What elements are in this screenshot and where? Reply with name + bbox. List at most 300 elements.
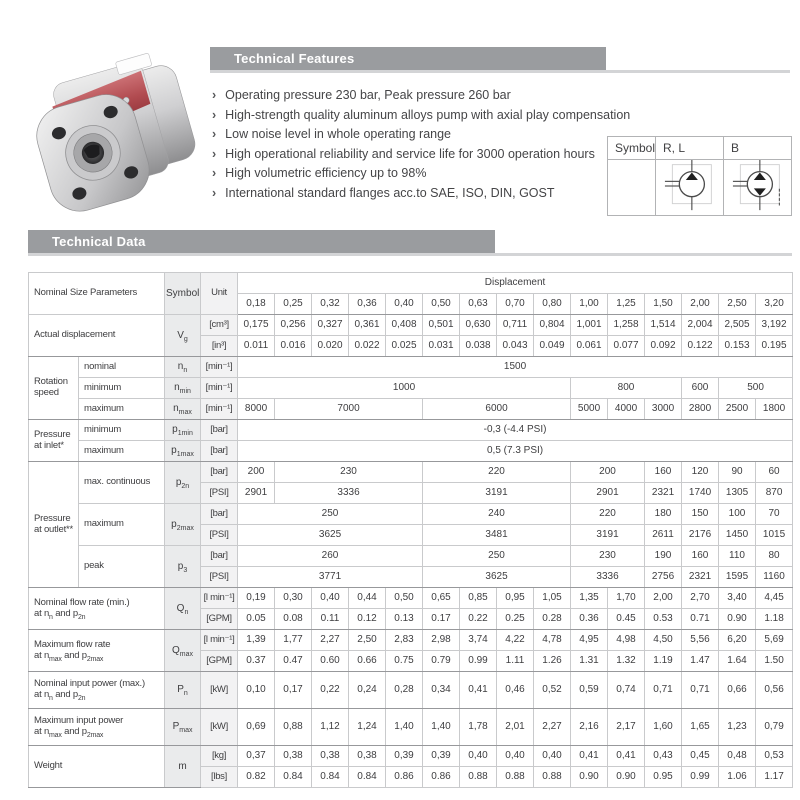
- value-cell: 1,40: [386, 709, 423, 746]
- value-cell: 6,20: [719, 630, 756, 651]
- value-cell: 80: [756, 546, 793, 567]
- value-cell: 0.092: [645, 336, 682, 357]
- symbol-cell: $Q_{max}$: [165, 630, 201, 672]
- value-cell: 0.53: [645, 609, 682, 630]
- size-header: 0,25: [275, 294, 312, 315]
- value-cell: 250: [238, 504, 423, 525]
- size-header: 2,50: [719, 294, 756, 315]
- symbol-cell: $P_{max}$: [165, 709, 201, 746]
- value-cell: 0.86: [423, 767, 460, 788]
- value-cell: 2901: [571, 483, 645, 504]
- value-cell: 2,004: [682, 315, 719, 336]
- sub-param-cell: minimum: [79, 378, 165, 399]
- value-cell: 0.043: [497, 336, 534, 357]
- value-cell: 0,38: [275, 746, 312, 767]
- value-cell: 0.45: [608, 609, 645, 630]
- value-cell: 0.95: [645, 767, 682, 788]
- feature-text: Low noise level in whole operating range: [225, 127, 452, 141]
- param-cell: Pressure at inlet*: [29, 420, 79, 462]
- value-cell: 230: [275, 462, 423, 483]
- value-cell: 0,501: [423, 315, 460, 336]
- param-cell: Maximum input power at $n_{max}$ and $p_{2max}$: [29, 709, 165, 746]
- symbol-cell: m: [165, 746, 201, 788]
- value-cell: 70: [756, 504, 793, 525]
- value-cell: 150: [682, 504, 719, 525]
- value-cell: 0.11: [312, 609, 349, 630]
- symbol-cell: $p_3$: [165, 546, 201, 588]
- value-cell: 1.31: [571, 651, 608, 672]
- value-cell: 0,39: [423, 746, 460, 767]
- value-cell: 160: [645, 462, 682, 483]
- value-cell: 0.28: [534, 609, 571, 630]
- symbol-column-header: Symbol: [165, 273, 201, 315]
- pump-symbol-b-icon: [724, 160, 792, 216]
- value-cell: 1,40: [423, 709, 460, 746]
- value-cell: 3,40: [719, 588, 756, 609]
- value-cell: 0,408: [386, 315, 423, 336]
- sub-param-cell: minimum: [79, 420, 165, 441]
- value-cell: 2,17: [608, 709, 645, 746]
- value-cell: 0.17: [423, 609, 460, 630]
- size-header: 1,25: [608, 294, 645, 315]
- feature-text: High volumetric efficiency up to 98%: [225, 166, 427, 180]
- unit-cell: [l min⁻¹]: [201, 588, 238, 609]
- value-cell: 0.84: [275, 767, 312, 788]
- value-cell: 0,39: [386, 746, 423, 767]
- value-cell: 4,95: [571, 630, 608, 651]
- value-cell: 5,69: [756, 630, 793, 651]
- value-cell: 2500: [719, 399, 756, 420]
- value-cell: 0,71: [645, 672, 682, 709]
- value-cell: 0,22: [312, 672, 349, 709]
- value-cell: 3336: [275, 483, 423, 504]
- value-cell: 0.038: [460, 336, 497, 357]
- value-cell: 0,59: [571, 672, 608, 709]
- value-cell: 260: [238, 546, 423, 567]
- sub-param-cell: nominal: [79, 357, 165, 378]
- value-cell: 0.153: [719, 336, 756, 357]
- value-cell: 0.60: [312, 651, 349, 672]
- value-cell: 200: [238, 462, 275, 483]
- value-cell: 0,40: [534, 746, 571, 767]
- value-cell: 1.19: [645, 651, 682, 672]
- value-cell: 0.061: [571, 336, 608, 357]
- value-cell: 0,41: [571, 746, 608, 767]
- value-cell: 8000: [238, 399, 275, 420]
- value-cell: 0,71: [682, 672, 719, 709]
- symbol-b-header: B: [724, 137, 792, 160]
- value-cell: 1,12: [312, 709, 349, 746]
- value-cell: 5000: [571, 399, 608, 420]
- value-cell: 90: [719, 462, 756, 483]
- value-cell: 0.75: [386, 651, 423, 672]
- value-cell: 0.37: [238, 651, 275, 672]
- size-header: 0,80: [534, 294, 571, 315]
- unit-cell: [kg]: [201, 746, 238, 767]
- value-cell: 0.25: [497, 609, 534, 630]
- value-cell: 230: [571, 546, 645, 567]
- value-cell: 2,98: [423, 630, 460, 651]
- value-cell: 0,175: [238, 315, 275, 336]
- value-cell: 100: [719, 504, 756, 525]
- value-cell: 0.84: [312, 767, 349, 788]
- sub-param-cell: maximum: [79, 399, 165, 420]
- symbol-cell: $p_{1max}$: [165, 441, 201, 462]
- size-header: 0,36: [349, 294, 386, 315]
- value-cell: 5,56: [682, 630, 719, 651]
- value-cell: 0,50: [386, 588, 423, 609]
- unit-cell: [lbs]: [201, 767, 238, 788]
- value-cell: 0,65: [423, 588, 460, 609]
- technical-data-header: Technical Data: [28, 230, 495, 253]
- value-cell: 0.05: [238, 609, 275, 630]
- value-cell: 1500: [238, 357, 793, 378]
- value-cell: 2,27: [312, 630, 349, 651]
- value-cell: 0.88: [460, 767, 497, 788]
- unit-cell: [PSI]: [201, 567, 238, 588]
- size-header: 1,50: [645, 294, 682, 315]
- value-cell: 2321: [645, 483, 682, 504]
- sub-param-cell: maximum: [79, 441, 165, 462]
- value-cell: 180: [645, 504, 682, 525]
- bullet-icon: ›: [212, 107, 217, 122]
- value-cell: 3191: [571, 525, 645, 546]
- displacement-header: Displacement: [238, 273, 793, 294]
- value-cell: 0.022: [349, 336, 386, 357]
- value-cell: 0.86: [386, 767, 423, 788]
- value-cell: 2611: [645, 525, 682, 546]
- symbol-cell: $n_{min}$: [165, 378, 201, 399]
- size-header: 0,18: [238, 294, 275, 315]
- value-cell: 0.88: [497, 767, 534, 788]
- value-cell: 0.016: [275, 336, 312, 357]
- value-cell: 6000: [423, 399, 571, 420]
- value-cell: 0,804: [534, 315, 571, 336]
- symbol-cell: $p_{2max}$: [165, 504, 201, 546]
- unit-cell: [cm³]: [201, 315, 238, 336]
- bullet-icon: ›: [212, 166, 217, 180]
- unit-cell: [PSI]: [201, 483, 238, 504]
- value-cell: 2,01: [497, 709, 534, 746]
- value-cell: 0,88: [275, 709, 312, 746]
- value-cell: 0,5 (7.3 PSI): [238, 441, 793, 462]
- value-cell: 190: [645, 546, 682, 567]
- value-cell: 3771: [238, 567, 423, 588]
- value-cell: 0,19: [238, 588, 275, 609]
- value-cell: 60: [756, 462, 793, 483]
- value-cell: 1,78: [460, 709, 497, 746]
- value-cell: 240: [423, 504, 571, 525]
- feature-item: [212, 89, 787, 102]
- unit-cell: [kW]: [201, 709, 238, 746]
- symbol-col-header: Symbol: [608, 137, 656, 160]
- product-image: [14, 40, 206, 216]
- value-cell: 1,77: [275, 630, 312, 651]
- value-cell: 0,41: [460, 672, 497, 709]
- feature-text: Operating pressure 230 bar, Peak pressure 260 bar: [225, 88, 511, 102]
- value-cell: 1595: [719, 567, 756, 588]
- value-cell: 0.88: [534, 767, 571, 788]
- value-cell: 0.031: [423, 336, 460, 357]
- value-cell: 1,65: [682, 709, 719, 746]
- unit-cell: [GPM]: [201, 651, 238, 672]
- value-cell: 2,50: [349, 630, 386, 651]
- unit-cell: [GPM]: [201, 609, 238, 630]
- sub-param-cell: max. continuous: [79, 462, 165, 504]
- value-cell: 0.99: [682, 767, 719, 788]
- feature-text: High operational reliability and service life for 3000 operation hours: [225, 146, 595, 161]
- symbol-rl-header: R, L: [656, 137, 724, 160]
- value-cell: 1.50: [756, 651, 793, 672]
- symbol-cell: $n_{max}$: [165, 399, 201, 420]
- value-cell: 0.13: [386, 609, 423, 630]
- param-cell: Maximum flow rate at $n_{max}$ and $p_{2max}$: [29, 630, 165, 672]
- value-cell: 1,001: [571, 315, 608, 336]
- value-cell: 0,40: [497, 746, 534, 767]
- value-cell: 110: [719, 546, 756, 567]
- value-cell: 0.99: [460, 651, 497, 672]
- value-cell: 0,44: [349, 588, 386, 609]
- value-cell: 0,56: [756, 672, 793, 709]
- value-cell: 3191: [423, 483, 571, 504]
- value-cell: 0,28: [386, 672, 423, 709]
- value-cell: 2,83: [386, 630, 423, 651]
- size-header: 0,63: [460, 294, 497, 315]
- sub-param-cell: maximum: [79, 504, 165, 546]
- value-cell: 1.26: [534, 651, 571, 672]
- value-cell: 0,43: [645, 746, 682, 767]
- value-cell: 1.17: [756, 767, 793, 788]
- value-cell: 1305: [719, 483, 756, 504]
- value-cell: 0.66: [349, 651, 386, 672]
- value-cell: 500: [719, 378, 793, 399]
- value-cell: 800: [571, 378, 682, 399]
- bullet-icon: ›: [212, 146, 217, 161]
- value-cell: 1000: [238, 378, 571, 399]
- value-cell: 1740: [682, 483, 719, 504]
- value-cell: 4,98: [608, 630, 645, 651]
- unit-cell: [in³]: [201, 336, 238, 357]
- value-cell: 1.47: [682, 651, 719, 672]
- unit-cell: [min⁻¹]: [201, 357, 238, 378]
- value-cell: 0,256: [275, 315, 312, 336]
- size-header: 3,20: [756, 294, 793, 315]
- value-cell: 3625: [238, 525, 423, 546]
- value-cell: 1,258: [608, 315, 645, 336]
- value-cell: 0.82: [238, 767, 275, 788]
- value-cell: 3,192: [756, 315, 793, 336]
- symbol-empty-cell: [608, 160, 656, 216]
- value-cell: 0,630: [460, 315, 497, 336]
- value-cell: 1.64: [719, 651, 756, 672]
- value-cell: 2,505: [719, 315, 756, 336]
- unit-cell: [min⁻¹]: [201, 378, 238, 399]
- value-cell: 2,27: [534, 709, 571, 746]
- param-cell: Weight: [29, 746, 165, 788]
- value-cell: 250: [423, 546, 571, 567]
- value-cell: 2756: [645, 567, 682, 588]
- features-header-underline: [210, 70, 790, 73]
- value-cell: 1450: [719, 525, 756, 546]
- pump-symbol-rl-icon: [656, 160, 724, 216]
- value-cell: 0.36: [571, 609, 608, 630]
- value-cell: 1,05: [534, 588, 571, 609]
- value-cell: 0.22: [460, 609, 497, 630]
- value-cell: 220: [423, 462, 571, 483]
- value-cell: 160: [682, 546, 719, 567]
- value-cell: 1,70: [608, 588, 645, 609]
- value-cell: 0,74: [608, 672, 645, 709]
- param-cell: Rotation speed: [29, 357, 79, 420]
- bullet-icon: ›: [212, 127, 217, 141]
- size-header: 0,70: [497, 294, 534, 315]
- value-cell: 0.077: [608, 336, 645, 357]
- size-header: 1,00: [571, 294, 608, 315]
- bullet-icon: ›: [212, 88, 217, 102]
- value-cell: 3336: [571, 567, 645, 588]
- value-cell: 2,70: [682, 588, 719, 609]
- value-cell: 0,48: [719, 746, 756, 767]
- symbol-cell: $n_n$: [165, 357, 201, 378]
- symbol-cell: $p_{1min}$: [165, 420, 201, 441]
- feature-text: International standard flanges acc.to SAE, ISO, DIN, GOST: [225, 185, 555, 200]
- unit-cell: [l min⁻¹]: [201, 630, 238, 651]
- value-cell: 0,711: [497, 315, 534, 336]
- value-cell: 0.71: [682, 609, 719, 630]
- value-cell: 1,23: [719, 709, 756, 746]
- size-header: 0,40: [386, 294, 423, 315]
- size-header: 0,50: [423, 294, 460, 315]
- value-cell: 120: [682, 462, 719, 483]
- value-cell: 1,514: [645, 315, 682, 336]
- unit-cell: [bar]: [201, 504, 238, 525]
- unit-cell: [bar]: [201, 441, 238, 462]
- value-cell: 0.12: [349, 609, 386, 630]
- value-cell: 0,45: [682, 746, 719, 767]
- value-cell: 0,37: [238, 746, 275, 767]
- size-header: 2,00: [682, 294, 719, 315]
- value-cell: 0,10: [238, 672, 275, 709]
- unit-cell: [PSI]: [201, 525, 238, 546]
- value-cell: 0,46: [497, 672, 534, 709]
- value-cell: 0.011: [238, 336, 275, 357]
- param-cell: Pressure at outlet**: [29, 462, 79, 588]
- value-cell: 1160: [756, 567, 793, 588]
- bullet-icon: ›: [212, 185, 217, 200]
- value-cell: 0,79: [756, 709, 793, 746]
- value-cell: 0.90: [571, 767, 608, 788]
- size-header: 0,32: [312, 294, 349, 315]
- value-cell: 2800: [682, 399, 719, 420]
- value-cell: 3481: [423, 525, 571, 546]
- value-cell: 3000: [645, 399, 682, 420]
- value-cell: 4,78: [534, 630, 571, 651]
- value-cell: 0,327: [312, 315, 349, 336]
- unit-column-header: Unit: [201, 273, 238, 315]
- sub-param-cell: peak: [79, 546, 165, 588]
- value-cell: 0,66: [719, 672, 756, 709]
- param-cell: Nominal flow rate (min.) at $n_n$ and $p_{2n}$: [29, 588, 165, 630]
- value-cell: 2,16: [571, 709, 608, 746]
- value-cell: 1800: [756, 399, 793, 420]
- unit-cell: [kW]: [201, 672, 238, 709]
- value-cell: 0,85: [460, 588, 497, 609]
- value-cell: 0.122: [682, 336, 719, 357]
- value-cell: 0.47: [275, 651, 312, 672]
- technical-features-header: Technical Features: [210, 47, 606, 70]
- value-cell: 4000: [608, 399, 645, 420]
- value-cell: 1.06: [719, 767, 756, 788]
- value-cell: 0,361: [349, 315, 386, 336]
- value-cell: 0.84: [349, 767, 386, 788]
- value-cell: 0.049: [534, 336, 571, 357]
- hydraulic-symbol-table: [607, 136, 792, 216]
- value-cell: 4,45: [756, 588, 793, 609]
- unit-cell: [min⁻¹]: [201, 399, 238, 420]
- value-cell: 220: [571, 504, 645, 525]
- value-cell: 0,41: [608, 746, 645, 767]
- symbol-cell: $P_n$: [165, 672, 201, 709]
- symbol-cell: $V_g$: [165, 315, 201, 357]
- value-cell: 0,40: [312, 588, 349, 609]
- corner-header: Nominal Size Parameters: [29, 273, 165, 315]
- value-cell: 1,39: [238, 630, 275, 651]
- value-cell: 0.195: [756, 336, 793, 357]
- value-cell: 0,95: [497, 588, 534, 609]
- value-cell: 0,24: [349, 672, 386, 709]
- value-cell: 0.90: [719, 609, 756, 630]
- param-cell: Nominal input power (max.) at $n_n$ and $p_{2n}$: [29, 672, 165, 709]
- value-cell: 0.08: [275, 609, 312, 630]
- value-cell: 2901: [238, 483, 275, 504]
- value-cell: 1.18: [756, 609, 793, 630]
- value-cell: 600: [682, 378, 719, 399]
- value-cell: 0,69: [238, 709, 275, 746]
- value-cell: 0,38: [349, 746, 386, 767]
- unit-cell: [bar]: [201, 462, 238, 483]
- value-cell: 2176: [682, 525, 719, 546]
- gear-pump-illustration: [14, 40, 206, 216]
- value-cell: 2321: [682, 567, 719, 588]
- value-cell: 1.11: [497, 651, 534, 672]
- value-cell: 1015: [756, 525, 793, 546]
- symbol-cell: $Q_n$: [165, 588, 201, 630]
- value-cell: 4,50: [645, 630, 682, 651]
- value-cell: 3625: [423, 567, 571, 588]
- value-cell: 0,52: [534, 672, 571, 709]
- value-cell: 0,34: [423, 672, 460, 709]
- technical-data-table: [28, 272, 793, 788]
- value-cell: 200: [571, 462, 645, 483]
- value-cell: -0,3 (-4.4 PSI): [238, 420, 793, 441]
- unit-cell: [bar]: [201, 420, 238, 441]
- data-header-underline: [28, 253, 792, 256]
- value-cell: 870: [756, 483, 793, 504]
- value-cell: 0.020: [312, 336, 349, 357]
- value-cell: 0,38: [312, 746, 349, 767]
- value-cell: 4,22: [497, 630, 534, 651]
- value-cell: 1,60: [645, 709, 682, 746]
- value-cell: 7000: [275, 399, 423, 420]
- feature-item: [212, 109, 787, 122]
- value-cell: 0.90: [608, 767, 645, 788]
- value-cell: 0.79: [423, 651, 460, 672]
- param-cell: Actual displacement: [29, 315, 165, 357]
- value-cell: 2,00: [645, 588, 682, 609]
- value-cell: 1,35: [571, 588, 608, 609]
- feature-text: High-strength quality aluminum alloys pump with axial play compensation: [225, 107, 631, 122]
- value-cell: 0.025: [386, 336, 423, 357]
